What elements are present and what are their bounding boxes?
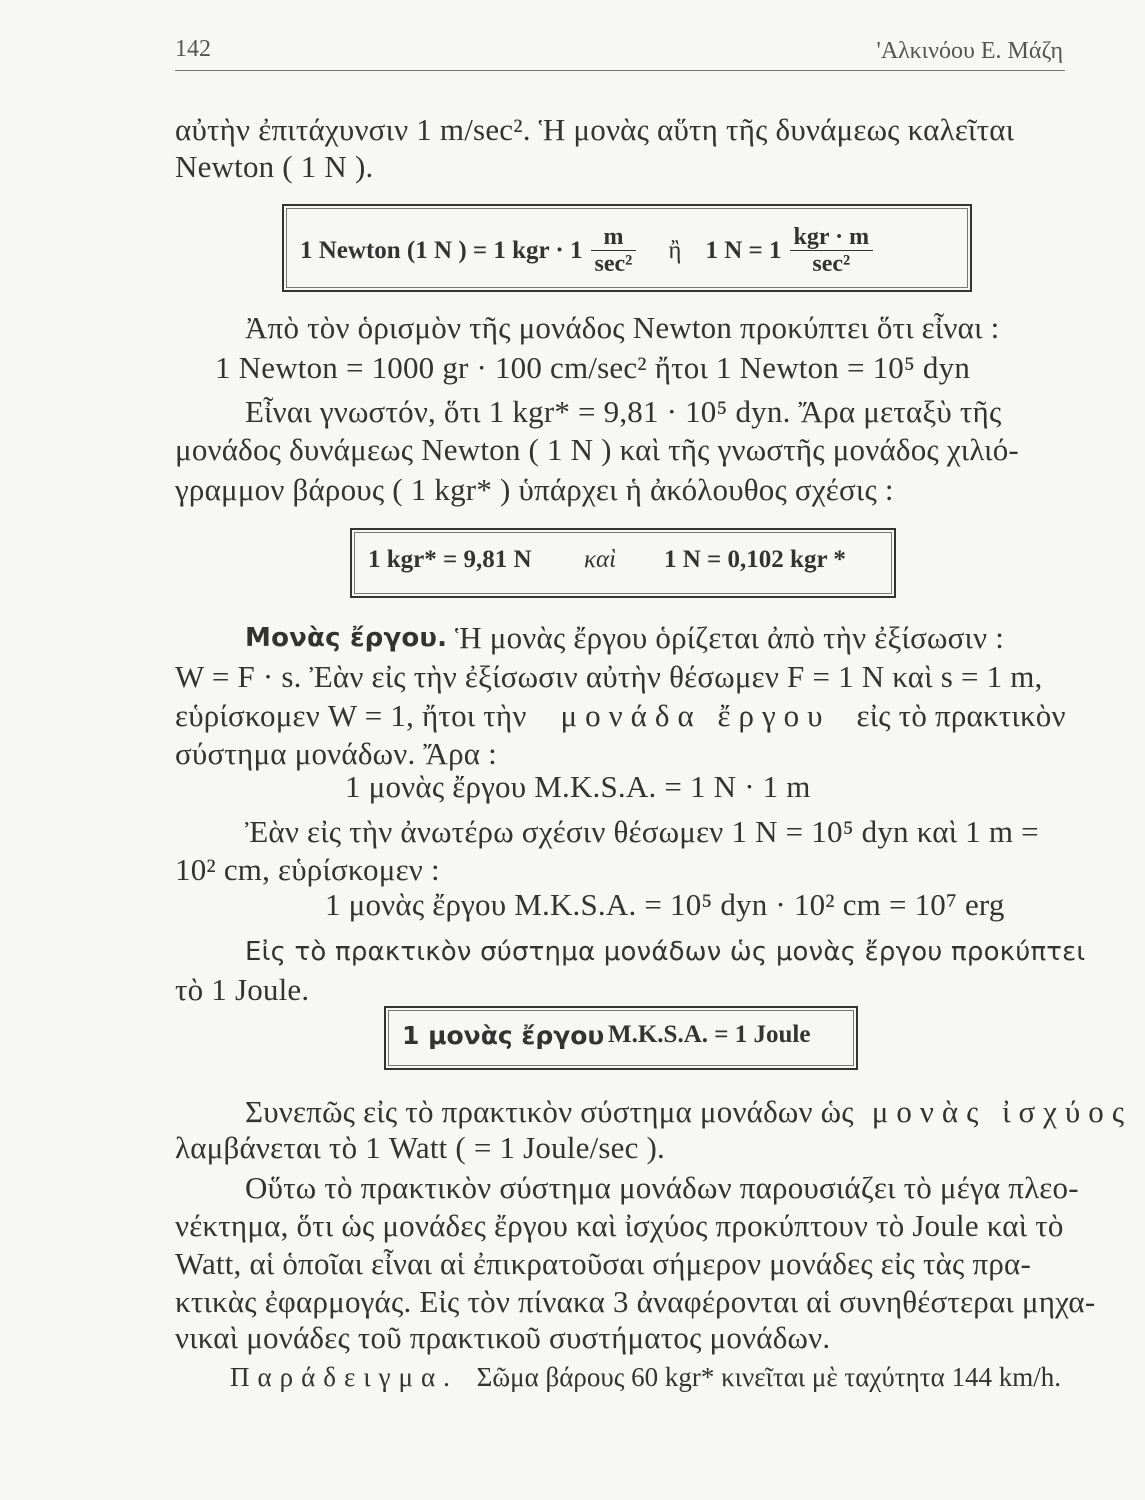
text-line: σύστημα μονάδων. Ἄρα : (175, 736, 497, 771)
newton-definition-box (282, 204, 972, 292)
text-line: αὐτὴν ἐπιτάχυνσιν 1 m/sec². Ἡ μονὰς αὕτη τῆς δυνάμεως καλεῖται (175, 112, 1015, 147)
header-rule (175, 70, 1065, 71)
formula-or: ἢ (668, 236, 682, 264)
text-line: Newton ( 1 N ). (175, 149, 374, 184)
fraction-numerator: m (591, 224, 637, 251)
text-run-spaced: μονάδα ἔργου (560, 698, 831, 733)
example-label: Παράδειγμα. (230, 1362, 458, 1392)
text-line: κτικὰς ἐφαρμογάς. Εἰς τὸν πίνακα 3 ἀναφέρονται αἱ συνηθέστεραι μηχα- (175, 1284, 1096, 1319)
joule-box-left: 1 μονὰς ἔργου (402, 1021, 605, 1050)
text-line: γραμμον βάρους ( 1 kgr* ) ὑπάρχει ἡ ἀκόλουθος σχέσις : (175, 472, 894, 507)
formula-lhs: 1 Newton (1 N ) = 1 kgr · 1 (300, 236, 583, 264)
text-run: εἰς τὸ πρακτικὸν (856, 698, 1066, 733)
text-line: 10² cm, εὑρίσκομεν : (175, 852, 440, 887)
equation-work-1: 1 μονὰς ἔργου M.K.S.A. = 1 N · 1 m (345, 769, 811, 804)
text-line: νικαὶ μονάδες τοῦ πρακτικοῦ συστήματος μονάδων. (175, 1320, 831, 1355)
text-run: Συνεπῶς εἰς τὸ πρακτικὸν σύστημα μονάδων ὡς (245, 1094, 854, 1129)
text-line: 1 Newton = 1000 gr · 100 cm/sec² ἤτοι 1 Newton = 10⁵ dyn (215, 350, 971, 385)
joule-definition-box (384, 1006, 858, 1070)
text-run-spaced: μονὰς ἰσχύος (871, 1094, 1133, 1129)
fraction-numerator: kgr · m (790, 224, 874, 251)
running-title: 'Αλκινόου Ε. Μάζη (876, 38, 1063, 64)
text-line: νέκτημα, ὅτι ὡς μονάδες ἔργου καὶ ἰσχύος προκύπτουν τὸ Joule καὶ τὸ (175, 1208, 1064, 1243)
equation-work-2: 1 μονὰς ἔργου M.K.S.A. = 10⁵ dyn · 10² cm = 10⁷ erg (325, 887, 1005, 922)
text-line: Οὕτω τὸ πρακτικὸν σύστημα μονάδων παρουσιάζει τὸ μέγα πλεο- (245, 1170, 1079, 1205)
text-line (245, 1092, 1132, 1132)
kgr-relation-and: καὶ (584, 546, 617, 573)
example-text: Σῶμα βάρους 60 kgr* κινεῖται μὲ ταχύτητα 144 km/h. (476, 1362, 1061, 1392)
kgr-relation-box (350, 528, 896, 598)
text-line: μονάδος δυνάμεως Newton ( 1 N ) καὶ τῆς γνωστῆς μονάδος χιλιό- (175, 432, 1019, 467)
text-line: Ἀπὸ τὸν ὁρισμὸν τῆς μονάδος Newton προκύπτει ὅτι εἶναι : (245, 310, 1000, 345)
fraction-denominator: sec² (594, 251, 633, 278)
text-line (175, 696, 1066, 736)
section-heading-work-unit: Μονὰς ἔργου. (245, 623, 448, 653)
text-line: Watt, αἱ ὁποῖαι εἶναι αἱ ἐπικρατοῦσαι σήμερον μονάδες εἰς τὰς πρα- (175, 1246, 1031, 1281)
text-line: W = F · s. Ἐὰν εἰς τὴν ἐξίσωσιν αὐτὴν θέσωμεν F = 1 N καὶ s = 1 m, (175, 659, 1043, 694)
text-line: Ἐὰν εἰς τὴν ἀνωτέρω σχέσιν θέσωμεν 1 N = 10⁵ dyn καὶ 1 m = (245, 814, 1039, 849)
example-line (230, 1362, 1061, 1393)
joule-box-right: M.K.S.A. = 1 Joule (608, 1021, 811, 1048)
text-line: λαμβάνεται τὸ 1 Watt ( = 1 Joule/sec ). (175, 1130, 666, 1165)
text-run: εὑρίσκομεν W = 1, ἤτοι τὴν (175, 698, 527, 733)
text-line: Ἡ μονὰς ἔργου ὁρίζεται ἀπὸ τὴν ἐξίσωσιν : (455, 620, 1005, 655)
text-line: Εἶναι γνωστόν, ὅτι 1 kgr* = 9,81 · 10⁵ dyn. Ἄρα μεταξὺ τῆς (245, 394, 1002, 429)
text-line: τὸ 1 Joule. (175, 972, 310, 1007)
fraction-m-over-sec2 (591, 224, 637, 278)
fraction-denominator: sec² (812, 251, 851, 278)
text-line: Εἰς τὸ πρακτικὸν σύστημα μονάδων ὡς μονὰς ἔργου προκύπτει (245, 937, 1086, 967)
formula-mid: 1 N = 1 (705, 236, 782, 264)
fraction-kgrm-over-sec2 (790, 224, 874, 278)
newton-definition-formula (300, 224, 873, 278)
kgr-relation-right: 1 N = 0,102 kgr * (664, 546, 846, 573)
page-number: 142 (175, 36, 211, 62)
kgr-relation-left: 1 kgr* = 9,81 N (368, 546, 532, 573)
